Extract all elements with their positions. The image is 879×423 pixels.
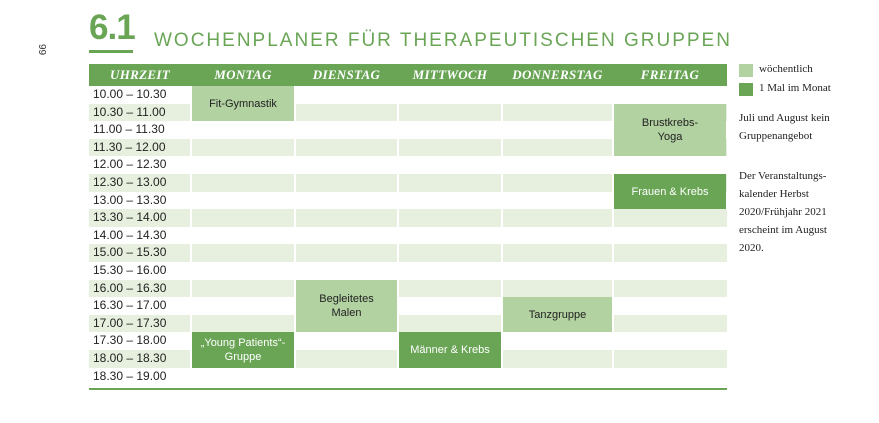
note-line: kalender Herbst xyxy=(739,188,809,200)
section-number: 6.1 xyxy=(89,8,135,47)
time-slot-label: 11.30 – 12.00 xyxy=(93,139,166,154)
note-line: 2020. xyxy=(739,242,764,254)
time-slot-label: 17.00 – 17.30 xyxy=(93,315,167,330)
time-slot-label: 16.00 – 16.30 xyxy=(93,280,167,295)
note-line: 2020/Frühjahr 2021 xyxy=(739,206,827,218)
column-header-freitag: FREITAG xyxy=(640,67,700,82)
column-divider xyxy=(294,86,296,390)
event-label-line: Tanzgruppe xyxy=(528,308,587,321)
time-slot-label: 10.00 – 10.30 xyxy=(93,87,167,101)
legend-swatch-monthly xyxy=(739,83,753,96)
section-title: WOCHENPLANER FÜR THERAPEUTISCHEN GRUPPEN xyxy=(154,30,732,51)
event-label xyxy=(642,116,698,144)
event-label-line: Frauen & Krebs xyxy=(631,185,709,198)
time-slot-label: 17.30 – 18.00 xyxy=(93,333,167,348)
event-label xyxy=(631,185,708,199)
event-block xyxy=(614,104,726,157)
column-divider xyxy=(501,86,503,390)
time-slot-label: 18.30 – 19.00 xyxy=(93,368,167,383)
time-slot-label: 16.30 – 17.00 xyxy=(93,298,167,313)
time-slot-label: 11.00 – 11.30 xyxy=(93,122,165,137)
note-line: Gruppenangebot xyxy=(739,130,813,142)
event-label xyxy=(209,97,277,111)
event-label-line: Männer & Krebs xyxy=(410,343,490,356)
time-slot-label: 12.00 – 12.30 xyxy=(93,157,167,172)
column-header-dienstag: DIENSTAG xyxy=(312,67,381,82)
event-label-line: Gruppe xyxy=(224,350,262,363)
time-slot-label: 15.00 – 15.30 xyxy=(93,245,167,260)
note-line: Der Veranstaltungs- xyxy=(739,170,827,182)
time-slot-label: 13.00 – 13.30 xyxy=(93,192,167,207)
event-block xyxy=(296,280,397,333)
weekly-schedule-table xyxy=(89,64,727,390)
event-label xyxy=(410,343,489,357)
time-slot-label: 10.30 – 11.00 xyxy=(93,104,166,119)
note-event-calendar xyxy=(739,167,859,257)
column-header-montag: MONTAG xyxy=(214,67,272,82)
event-label xyxy=(319,292,373,320)
event-label-line: Fit-Gymnastik xyxy=(209,97,277,110)
event-label-line: Yoga xyxy=(657,130,683,143)
table-bottom-rule xyxy=(89,388,727,390)
legend-swatch-weekly xyxy=(739,64,753,77)
event-block xyxy=(614,174,726,209)
column-header-mittwoch: MITTWOCH xyxy=(412,67,488,82)
legend-label-monthly: 1 Mal im Monat xyxy=(759,82,831,94)
event-block xyxy=(192,86,294,121)
note-summer-break xyxy=(739,109,859,145)
event-label xyxy=(529,308,587,322)
column-header-donnerstag: DONNERSTAG xyxy=(512,67,603,82)
page-number: 99 xyxy=(36,43,48,56)
note-line: Juli und August kein xyxy=(739,112,830,124)
time-slot-label: 18.00 – 18.30 xyxy=(93,351,167,365)
legend-label-weekly: wöchentlich xyxy=(759,63,813,75)
event-label xyxy=(201,336,286,364)
event-label-line: Brustkrebs- xyxy=(641,116,699,129)
event-label-line: „Young Patients“- xyxy=(200,336,286,349)
time-slot-label: 12.30 – 13.00 xyxy=(93,175,167,189)
event-label-line: Begleitetes xyxy=(319,292,374,305)
event-label-line: Malen xyxy=(331,306,362,319)
section-number-underline xyxy=(89,50,133,53)
event-block xyxy=(503,297,612,332)
time-slot-label: 14.00 – 14.30 xyxy=(93,227,167,242)
column-header-uhrzeit: UHRZEIT xyxy=(110,67,170,82)
event-block xyxy=(399,332,501,367)
event-block xyxy=(192,332,294,367)
time-slot-label: 15.30 – 16.00 xyxy=(93,263,167,277)
time-slot-label: 13.30 – 14.00 xyxy=(93,210,167,225)
note-line: erscheint im August xyxy=(739,224,827,236)
